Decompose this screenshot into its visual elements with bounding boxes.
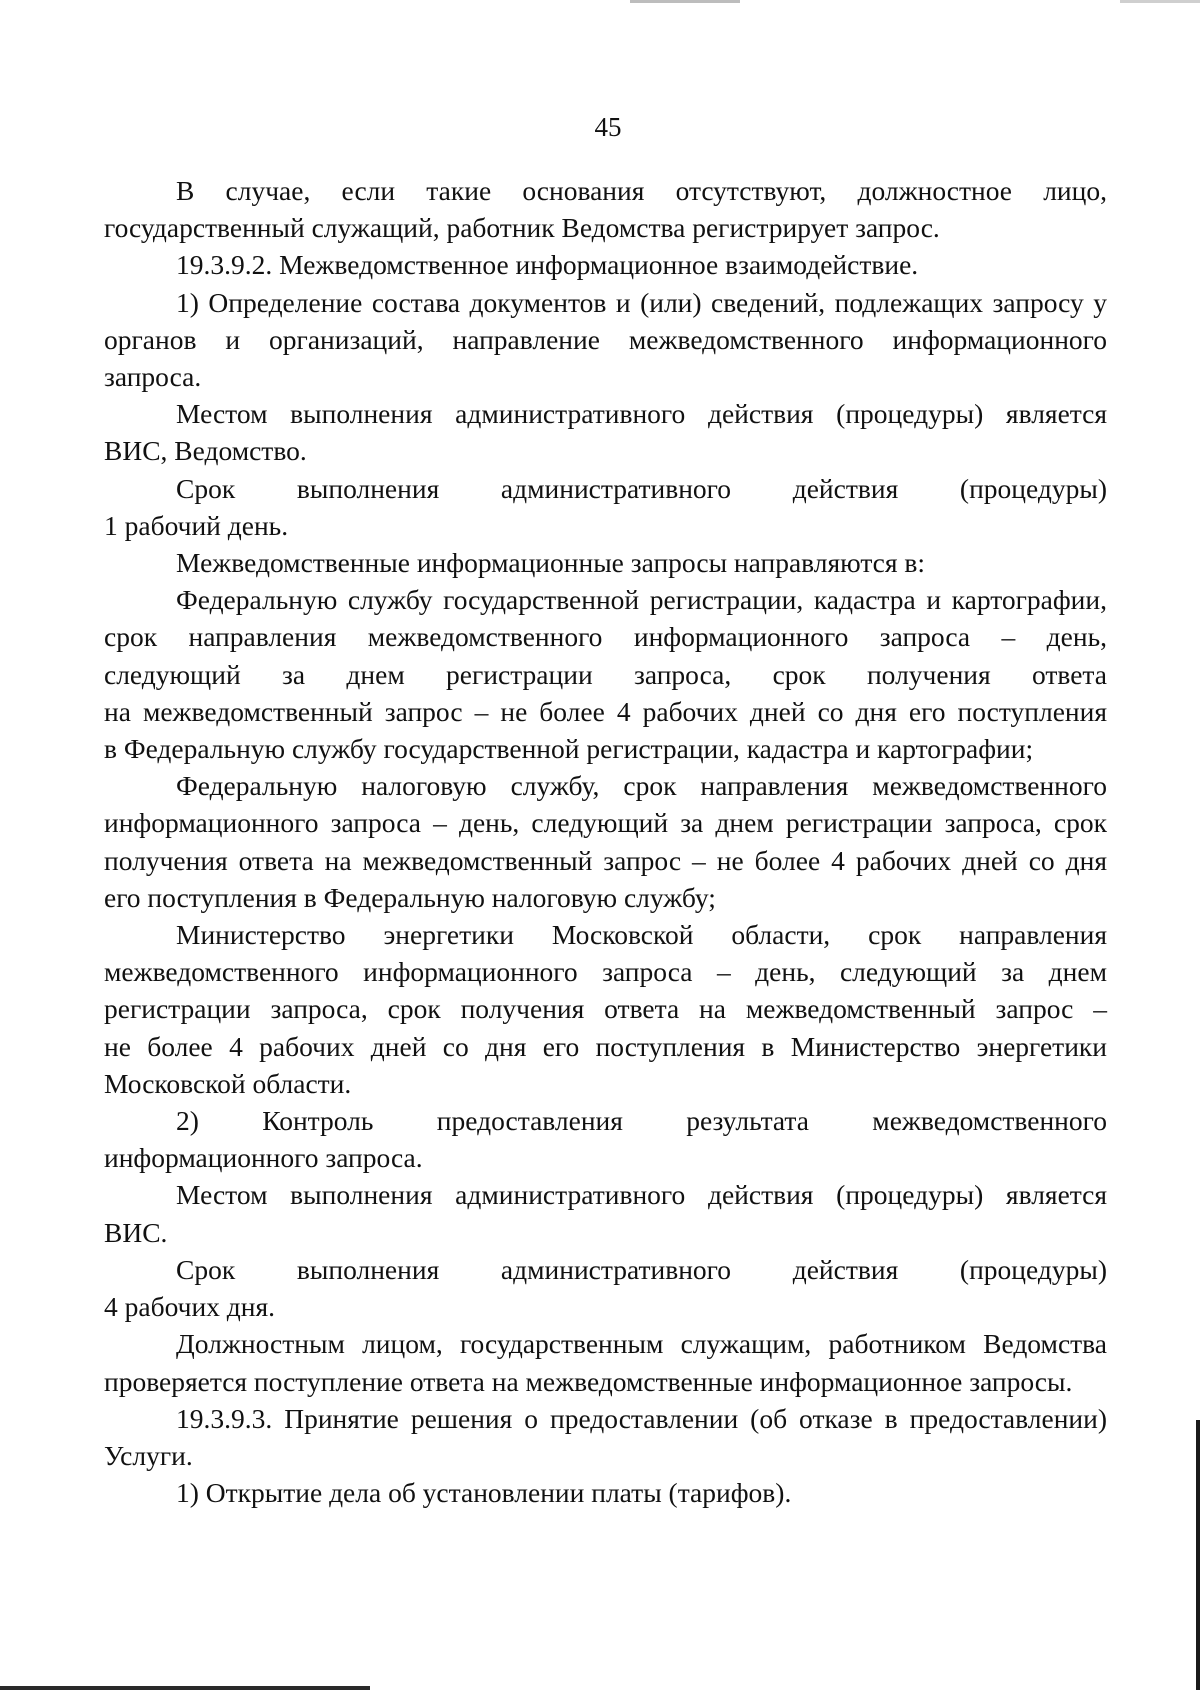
paragraph-line: Местом выполнения административного действия (процедуры) является (176, 398, 1107, 430)
paragraph-line: Услуги. (104, 1439, 193, 1471)
paragraph (104, 1400, 1107, 1474)
paragraph-line: проверяется поступление ответа на межведомственные информационное запросы. (104, 1365, 1073, 1397)
paragraph-line: ВИС. (104, 1216, 168, 1248)
paragraph (104, 470, 1107, 544)
paragraph-line: 19.3.9.3. Принятие решения о предоставлении (об отказе в предоставлении) (176, 1402, 1107, 1434)
paragraph (104, 916, 1107, 1102)
paragraph-line: Срок выполнения административного действия (процедуры) (176, 472, 1107, 504)
paragraph (104, 246, 1107, 283)
paragraph-line: 1 рабочий день. (104, 509, 289, 541)
paragraph (104, 1251, 1107, 1325)
paragraph-line: межведомственного информационного запроса – день, следующий за днем (104, 956, 1107, 988)
paragraph-line: следующий за днем регистрации запроса, срок получения ответа (104, 658, 1107, 690)
paragraph-line: 2) Контроль предоставления результата межведомственного (176, 1105, 1107, 1137)
paragraph-line: Местом выполнения административного действия (процедуры) является (176, 1179, 1107, 1211)
paragraph-line: ВИС, Ведомство. (104, 435, 307, 467)
paragraph (104, 581, 1107, 767)
paragraph-line: запроса. (104, 361, 202, 393)
scan-artifact-top-right (1120, 0, 1200, 3)
scan-artifact-bottom-edge (0, 1686, 370, 1690)
paragraph (104, 395, 1107, 469)
paragraph-line: Должностным лицом, государственным служащим, работником Ведомства (176, 1328, 1107, 1360)
paragraph (104, 172, 1107, 246)
paragraph (104, 1102, 1107, 1176)
paragraph-line: информационного запроса – день, следующий за днем регистрации запроса, срок (104, 807, 1107, 839)
paragraph-line: в Федеральную службу государственной регистрации, кадастра и картографии; (104, 733, 1034, 765)
paragraph (104, 1176, 1107, 1250)
paragraph-line: информационного запроса. (104, 1142, 423, 1174)
paragraph-line: Московской области. (104, 1067, 352, 1099)
paragraph-line: Федеральную налоговую службу, срок направления межведомственного (176, 770, 1107, 802)
paragraph-line: 1) Определение состава документов и (или) сведений, подлежащих запросу у (176, 286, 1107, 318)
paragraph (104, 544, 1107, 581)
paragraph-line: на межведомственный запрос – не более 4 рабочих дней со дня его поступления (104, 695, 1107, 727)
paragraph-line: органов и организаций, направление межведомственного информационного (104, 323, 1107, 355)
paragraph-line: Межведомственные информационные запросы направляются в: (176, 547, 926, 579)
paragraph-line: срок направления межведомственного информационного запроса – день, (104, 621, 1107, 653)
paragraph-line: Министерство энергетики Московской области, срок направления (176, 919, 1107, 951)
paragraph-line: 4 рабочих дня. (104, 1291, 276, 1323)
paragraph-line: 19.3.9.2. Межведомственное информационное взаимодействие. (176, 249, 919, 281)
paragraph (104, 1325, 1107, 1399)
paragraph-line: его поступления в Федеральную налоговую службу; (104, 881, 716, 913)
scan-artifact-top (630, 0, 740, 3)
paragraph-line: Срок выполнения административного действия (процедуры) (176, 1253, 1107, 1285)
paragraph-line: не более 4 рабочих дней со дня его поступления в Министерство энергетики (104, 1030, 1107, 1062)
paragraph-line: получения ответа на межведомственный запрос – не более 4 рабочих дней со дня (104, 844, 1107, 876)
scan-artifact-right-edge (1196, 1420, 1200, 1690)
document-body (104, 172, 1107, 1511)
paragraph-line: Федеральную службу государственной регистрации, кадастра и картографии, (176, 584, 1107, 616)
paragraph-line: В случае, если такие основания отсутствуют, должностное лицо, (176, 175, 1107, 206)
paragraph-line: регистрации запроса, срок получения ответа на межведомственный запрос – (104, 993, 1107, 1025)
paragraph (104, 767, 1107, 916)
paragraph-line: государственный служащий, работник Ведомства регистрирует запрос. (104, 212, 940, 244)
paragraph-line: 1) Открытие дела об установлении платы (тарифов). (176, 1477, 792, 1509)
paragraph (104, 284, 1107, 396)
paragraph (104, 1474, 1107, 1511)
page-number: 45 (594, 112, 622, 142)
